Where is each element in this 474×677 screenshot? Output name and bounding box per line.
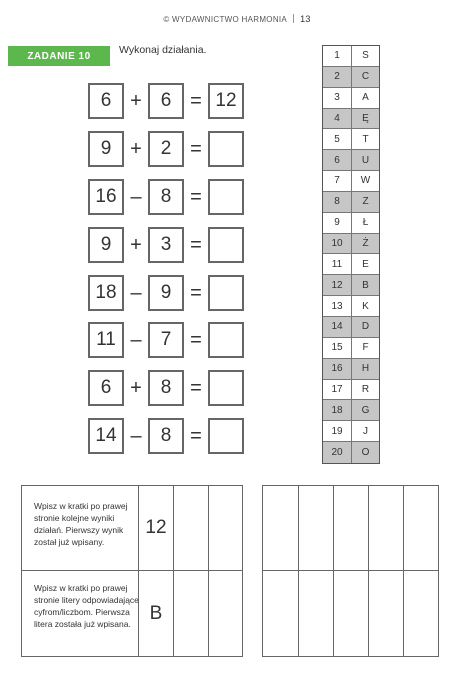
code-row [323, 109, 379, 130]
letter-answer-cell[interactable] [208, 571, 243, 656]
result-answer-cell[interactable] [403, 486, 438, 570]
code-row [323, 234, 379, 255]
code-number: 20 [323, 442, 352, 463]
equals-sign: = [190, 233, 202, 256]
code-letter: E [362, 258, 369, 270]
code-number: 9 [323, 213, 352, 233]
code-letter: T [362, 133, 369, 145]
answer-table-left [21, 485, 243, 657]
code-letter: S [362, 50, 369, 62]
result-box[interactable] [208, 275, 244, 311]
code-letter: K [362, 300, 369, 312]
code-letter: J [363, 425, 368, 437]
operand-b-box: 8 [148, 179, 184, 215]
instruction-letters: Wpisz w kratki po prawej stronie litery odpowiadające cyfrom/liczbom. Pierwsza litera została już wpisana. [34, 583, 139, 629]
code-letter: A [362, 92, 369, 104]
result-box[interactable] [208, 370, 244, 406]
code-row [323, 171, 379, 192]
operator-sign: – [130, 424, 142, 447]
table-divider [263, 570, 438, 571]
result-answer-cell[interactable] [208, 486, 243, 570]
result-answer-cell[interactable] [368, 486, 403, 570]
letter-answer-cell[interactable] [173, 571, 208, 656]
operand-b-box: 9 [148, 275, 184, 311]
code-row [323, 317, 379, 338]
letter-answer-cell[interactable] [403, 571, 438, 656]
code-letter: Ę [362, 112, 369, 124]
equals-sign: = [190, 328, 202, 351]
letter-answer-cell[interactable] [298, 571, 333, 656]
operand-b-box: 8 [148, 418, 184, 454]
code-letter: Ż [362, 238, 369, 250]
code-row [323, 46, 379, 67]
code-letter: Z [362, 196, 369, 208]
code-number: 7 [323, 171, 352, 191]
code-number: 11 [323, 254, 352, 274]
code-row [323, 88, 379, 109]
operator-sign: – [130, 328, 142, 351]
code-number: 14 [323, 317, 352, 337]
code-number: 6 [323, 150, 352, 170]
operand-a-box: 9 [88, 131, 124, 167]
code-letter: B [362, 279, 369, 291]
code-row [323, 338, 379, 359]
equals-sign: = [190, 281, 202, 304]
operand-b-box: 3 [148, 227, 184, 263]
answer-table-right [262, 485, 439, 657]
operand-b-box: 7 [148, 322, 184, 358]
header-divider [293, 14, 294, 23]
code-row [323, 421, 379, 442]
code-row [323, 254, 379, 275]
operand-a-box: 6 [88, 370, 124, 406]
code-letter: D [361, 321, 370, 333]
equals-sign: = [190, 376, 202, 399]
result-answer-cell[interactable] [298, 486, 333, 570]
code-number: 3 [323, 88, 352, 108]
equals-sign: = [190, 424, 202, 447]
letter-answer-cell[interactable] [368, 571, 403, 656]
operand-a-box: 14 [88, 418, 124, 454]
result-box[interactable] [208, 179, 244, 215]
code-letter: U [361, 154, 370, 166]
task-badge: ZADANIE 10 [8, 46, 110, 66]
result-answer-cell[interactable] [333, 486, 368, 570]
page-header [0, 14, 474, 24]
code-number: 1 [323, 46, 352, 66]
letter-answer-cell[interactable] [263, 571, 298, 656]
result-answer-cell[interactable] [263, 486, 298, 570]
code-number: 8 [323, 192, 352, 212]
result-answer-cell[interactable]: 12 [138, 486, 173, 570]
operator-sign: + [130, 89, 142, 112]
operator-sign: + [130, 376, 142, 399]
code-number: 2 [323, 67, 352, 87]
code-row [323, 359, 379, 380]
code-number: 18 [323, 400, 352, 420]
code-number: 19 [323, 421, 352, 441]
page-number: 13 [300, 14, 311, 24]
result-answer-cell[interactable] [173, 486, 208, 570]
code-number: 13 [323, 296, 352, 316]
code-number: 10 [323, 234, 352, 254]
code-row [323, 380, 379, 401]
operator-sign: – [130, 281, 142, 304]
result-box[interactable] [208, 131, 244, 167]
operator-sign: – [130, 185, 142, 208]
operand-a-box: 9 [88, 227, 124, 263]
code-number: 4 [323, 109, 352, 129]
code-row [323, 275, 379, 296]
code-row [323, 150, 379, 171]
code-row [323, 213, 379, 234]
code-number: 16 [323, 359, 352, 379]
code-row [323, 442, 379, 463]
code-letter: F [362, 342, 369, 354]
code-number: 12 [323, 275, 352, 295]
code-number: 15 [323, 338, 352, 358]
code-letter: G [361, 404, 370, 416]
operand-b-box: 2 [148, 131, 184, 167]
code-row [323, 192, 379, 213]
code-row [323, 67, 379, 88]
code-row [323, 129, 379, 150]
code-letter: Ł [362, 217, 369, 229]
equals-sign: = [190, 185, 202, 208]
operand-b-box: 6 [148, 83, 184, 119]
code-letter: W [360, 175, 371, 187]
code-letter: C [361, 71, 370, 83]
letter-answer-cell[interactable] [333, 571, 368, 656]
operand-a-box: 18 [88, 275, 124, 311]
result-box[interactable] [208, 227, 244, 263]
letter-answer-cell[interactable]: B [138, 571, 173, 656]
code-number: 17 [323, 380, 352, 400]
result-box[interactable] [208, 418, 244, 454]
result-box[interactable] [208, 322, 244, 358]
operator-sign: + [130, 233, 142, 256]
operand-a-box: 6 [88, 83, 124, 119]
code-number: 5 [323, 129, 352, 149]
code-row [323, 296, 379, 317]
operand-b-box: 8 [148, 370, 184, 406]
code-row [323, 400, 379, 421]
operator-sign: + [130, 137, 142, 160]
instruction-results: Wpisz w kratki po prawej stronie kolejne wyniki działań. Pierwszy wynik został już wpisany. [34, 501, 128, 547]
task-instruction: Wykonaj działania. [119, 44, 207, 56]
equals-sign: = [190, 89, 202, 112]
code-letter: R [361, 383, 370, 395]
operand-a-box: 16 [88, 179, 124, 215]
code-letter: H [361, 363, 370, 375]
publisher-label: © WYDAWNICTWO HARMONIA [163, 15, 288, 24]
equals-sign: = [190, 137, 202, 160]
code-letter: O [361, 446, 370, 458]
result-box[interactable]: 12 [208, 83, 244, 119]
letter-code-table [322, 45, 380, 464]
operand-a-box: 11 [88, 322, 124, 358]
